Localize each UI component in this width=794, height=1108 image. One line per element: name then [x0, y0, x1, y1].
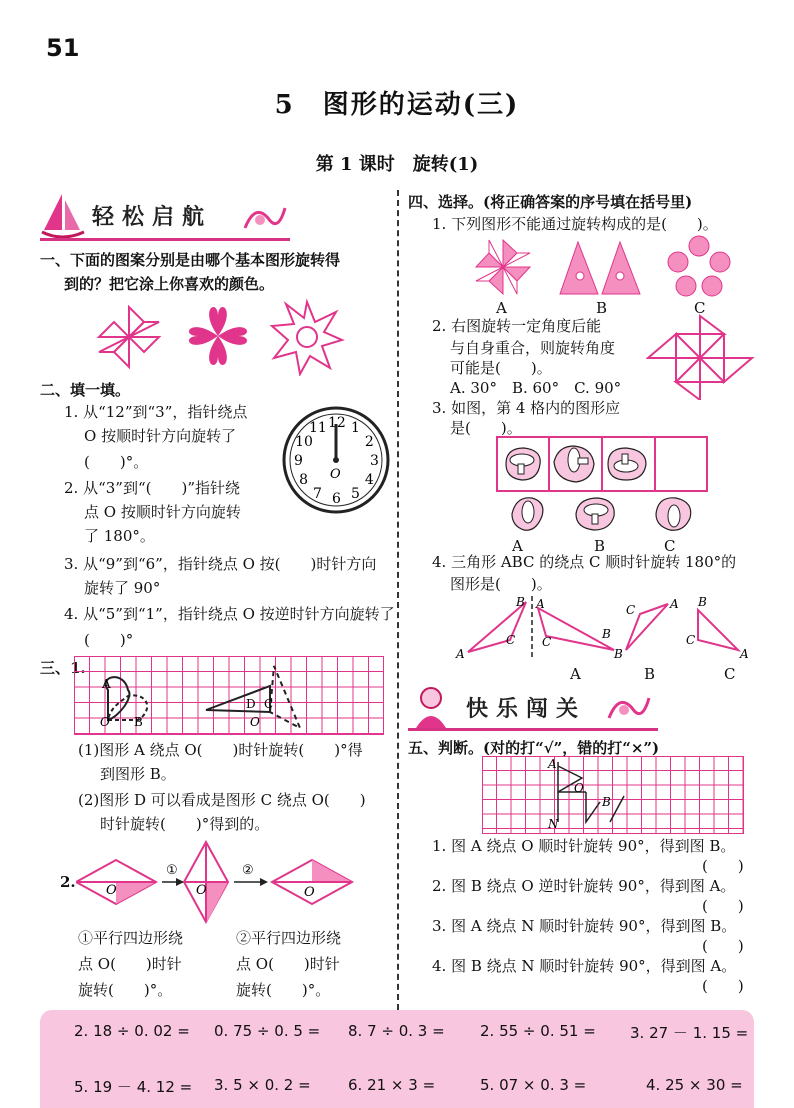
jgrid-O: O [574, 781, 584, 795]
r-q4-opt-a[interactable]: A [570, 665, 581, 683]
clock-number: 4 [364, 472, 374, 488]
clock-number: 11 [309, 420, 327, 437]
s3-q2-line2[interactable]: 时针旋转( )°得到的。 [100, 815, 270, 833]
svg-text:B: B [614, 647, 623, 660]
option-a-pinwheel[interactable] [472, 236, 534, 298]
jgrid-A: A [548, 757, 557, 771]
svg-text:A: A [536, 597, 545, 611]
step1-line3[interactable]: 旋转( )°。 [78, 981, 173, 999]
banner-line [408, 728, 658, 731]
q3-line1[interactable]: 3. 从“9”到“6”，指针绕点 O 按( )时针方向 [64, 555, 377, 573]
svg-text:A: A [456, 647, 465, 660]
r-q4-opt-b[interactable]: B [644, 665, 656, 683]
clover-figure[interactable] [178, 298, 258, 376]
parallelogram-sequence [76, 838, 356, 928]
svg-text:O: O [106, 883, 117, 898]
clock-number: 5 [351, 485, 360, 502]
option-b-triangles[interactable] [558, 236, 644, 298]
calc-r2-2[interactable]: 3. 5 × 0. 2 = [214, 1076, 311, 1094]
s5-title: 五、判断。(对的打“√”，错的打“×”) [408, 739, 660, 757]
r-q3-opt-a[interactable]: A [512, 537, 523, 555]
calc-r2-5[interactable]: 4. 25 × 30 = [646, 1076, 743, 1094]
r-q4-line1: 4. 三角形 ABC 的绕点 C 顺时针旋转 180°的 [432, 553, 737, 571]
banner-left [40, 192, 290, 246]
judge-grid-figure [482, 756, 744, 834]
r-q3-line2[interactable]: 是( )。 [450, 419, 522, 437]
step1-label: ① [166, 863, 178, 878]
judge-1-answer[interactable]: ( ) [702, 857, 744, 875]
pinwheel-figure[interactable] [94, 302, 164, 372]
r-q2-line2: 与自身重合，则旋转角度 [450, 339, 616, 357]
calc-r1-1[interactable]: 2. 18 ÷ 0. 02 = [74, 1022, 190, 1040]
svg-text:A: A [670, 597, 679, 611]
calc-r1-3[interactable]: 8. 7 ÷ 0. 3 = [348, 1022, 445, 1040]
s4-title: 四、选择。(将正确答案的序号填在括号里) [408, 193, 693, 211]
svg-text:C: C [542, 635, 552, 649]
sailboat-icon [40, 192, 86, 242]
clock-number: 8 [299, 472, 309, 488]
clock-number: 12 [328, 415, 346, 431]
calc-r2-3[interactable]: 6. 21 × 3 = [348, 1076, 436, 1094]
starflower-figure[interactable] [268, 298, 346, 376]
column-divider [397, 190, 399, 1010]
q1-line3[interactable]: ( )°。 [84, 453, 149, 471]
judge-2-answer[interactable]: ( ) [702, 897, 744, 915]
step2-line1: ②平行四边形绕 [236, 929, 342, 947]
judge-4-answer[interactable]: ( ) [702, 977, 744, 995]
grid-label-O2: O [250, 715, 260, 729]
grid-label-A: A [102, 677, 111, 691]
lesson-title: 第 1 课时 旋转(1) [315, 154, 479, 175]
option-c-flower[interactable] [666, 234, 732, 300]
clock-number: 2 [364, 434, 374, 450]
triangle-options-figure[interactable] [454, 594, 754, 660]
judge-3-answer[interactable]: ( ) [702, 937, 744, 955]
jgrid-N: N [548, 817, 559, 831]
r-q1-opt-b[interactable]: B [596, 299, 608, 317]
r-q2-line1: 2. 右图旋转一定角度后能 [432, 317, 602, 335]
calc-r2-4[interactable]: 5. 07 × 0. 3 = [480, 1076, 587, 1094]
rotation-star-figure [646, 314, 756, 400]
clock-number: 3 [370, 453, 379, 469]
banner-left-text: 轻松启航 [92, 205, 213, 230]
r-q3-opt-c[interactable]: C [664, 537, 676, 555]
step1-line2[interactable]: 点 O( )时针 [78, 955, 182, 973]
q1-line2: O 按顺时针方向旋转了 [84, 427, 237, 445]
page-number: 51 [46, 34, 80, 62]
r-q1-opt-c[interactable]: C [694, 299, 706, 317]
judge-3: 3. 图 A 绕点 N 顺时针旋转 90°，得到图 B。 [432, 917, 737, 935]
clock-number: 9 [294, 453, 303, 469]
q2-line1[interactable]: 2. 从“3”到“( )”指针绕 [64, 479, 241, 497]
step2-line2[interactable]: 点 O( )时针 [236, 955, 340, 973]
svg-text:C: C [686, 633, 696, 647]
svg-text:O: O [304, 885, 315, 900]
q4-line1: 4. 从“5”到“1”，指针绕点 O 按逆时针方向旋转了 [64, 605, 395, 623]
svg-text:O: O [330, 467, 341, 482]
s1-title-2: 到的？把它涂上你喜欢的颜色。 [64, 275, 275, 293]
calc-r1-2[interactable]: 0. 75 ÷ 0. 5 = [214, 1022, 321, 1040]
clock-number: 6 [332, 491, 341, 507]
calc-r1-5[interactable]: 3. 27 － 1. 15 = [630, 1024, 749, 1042]
grid-label-B: B [134, 715, 143, 729]
r-q4-opt-c[interactable]: C [724, 665, 736, 683]
s3-q1-line1[interactable]: (1)图形 A 绕点 O( )时针旋转( )°得 [78, 741, 363, 759]
q2-line3: 了 180°。 [84, 527, 155, 545]
svg-text:B: B [698, 595, 707, 609]
s3-2-label: 2. [60, 873, 76, 891]
flourish-icon [240, 198, 290, 238]
s3-q2-line1[interactable]: (2)图形 D 可以看成是图形 C 绕点 O( ) [78, 791, 366, 809]
judge-4: 4. 图 B 绕点 N 顺时针旋转 90°，得到图 A。 [432, 957, 737, 975]
judge-1: 1. 图 A 绕点 O 顺时针旋转 90°，得到图 B。 [432, 837, 736, 855]
svg-text:B: B [516, 595, 525, 609]
svg-text:C: C [626, 603, 636, 617]
grid-rotation-figure [74, 656, 384, 736]
sequence-figure [496, 436, 708, 492]
flourish-icon [604, 688, 654, 728]
svg-text:A: A [740, 647, 749, 660]
r-q1[interactable]: 1. 下列图形不能通过旋转构成的是( )。 [432, 215, 718, 233]
banner-line [40, 238, 290, 241]
step2-line3[interactable]: 旋转( )°。 [236, 981, 331, 999]
r-q3-opt-b[interactable]: B [594, 537, 606, 555]
banner-right-text: 快乐闯关 [466, 697, 587, 722]
r-q2-line3[interactable]: 可能是( )。 [450, 359, 552, 377]
grid-label-C: C [264, 697, 274, 711]
r-q2-options[interactable]: A. 30° B. 60° C. 90° [450, 379, 622, 397]
q4-line2[interactable]: ( )° [84, 631, 134, 649]
clock-number: 7 [313, 485, 322, 502]
chapter-title: 5 图形的运动(三) [274, 90, 520, 120]
jgrid-B: B [602, 795, 611, 809]
judge-2: 2. 图 B 绕点 O 逆时针旋转 90°，得到图 A。 [432, 877, 736, 895]
calc-r1-4[interactable]: 2. 55 ÷ 0. 51 = [480, 1022, 596, 1040]
child-icon [408, 684, 454, 730]
clock-number: 1 [351, 420, 360, 437]
calc-r2-1[interactable]: 5. 19 － 4. 12 = [74, 1078, 193, 1096]
q1-line1: 1. 从“12”到“3”，指针绕点 [64, 403, 248, 421]
banner-right [408, 684, 658, 736]
q2-line2: 点 O 按顺时针方向旋转 [84, 503, 241, 521]
svg-text:B: B [602, 627, 611, 641]
s3-label: 三、1. [40, 659, 86, 677]
s1-title: 一、下面的图案分别是由哪个基本图形旋转得 [40, 251, 341, 269]
s3-q1-line2: 到图形 B。 [100, 765, 176, 783]
clock-figure [280, 404, 392, 516]
clock-number: 10 [295, 434, 313, 450]
svg-text:O: O [196, 883, 207, 898]
s2-title: 二、填一填。 [40, 381, 131, 399]
step1-line1: ①平行四边形绕 [78, 929, 184, 947]
grid-label-O1: O [100, 715, 110, 729]
r-q3-line1: 3. 如图，第 4 格内的图形应 [432, 399, 621, 417]
grid-label-D: D [246, 697, 256, 711]
svg-text:C: C [506, 633, 516, 647]
q3-line2: 旋转了 90° [84, 579, 161, 597]
q3-options-figure[interactable] [506, 492, 706, 536]
r-q1-opt-a[interactable]: A [496, 299, 507, 317]
step2-label: ② [242, 863, 254, 878]
r-q4-line2[interactable]: 图形是( )。 [450, 575, 552, 593]
